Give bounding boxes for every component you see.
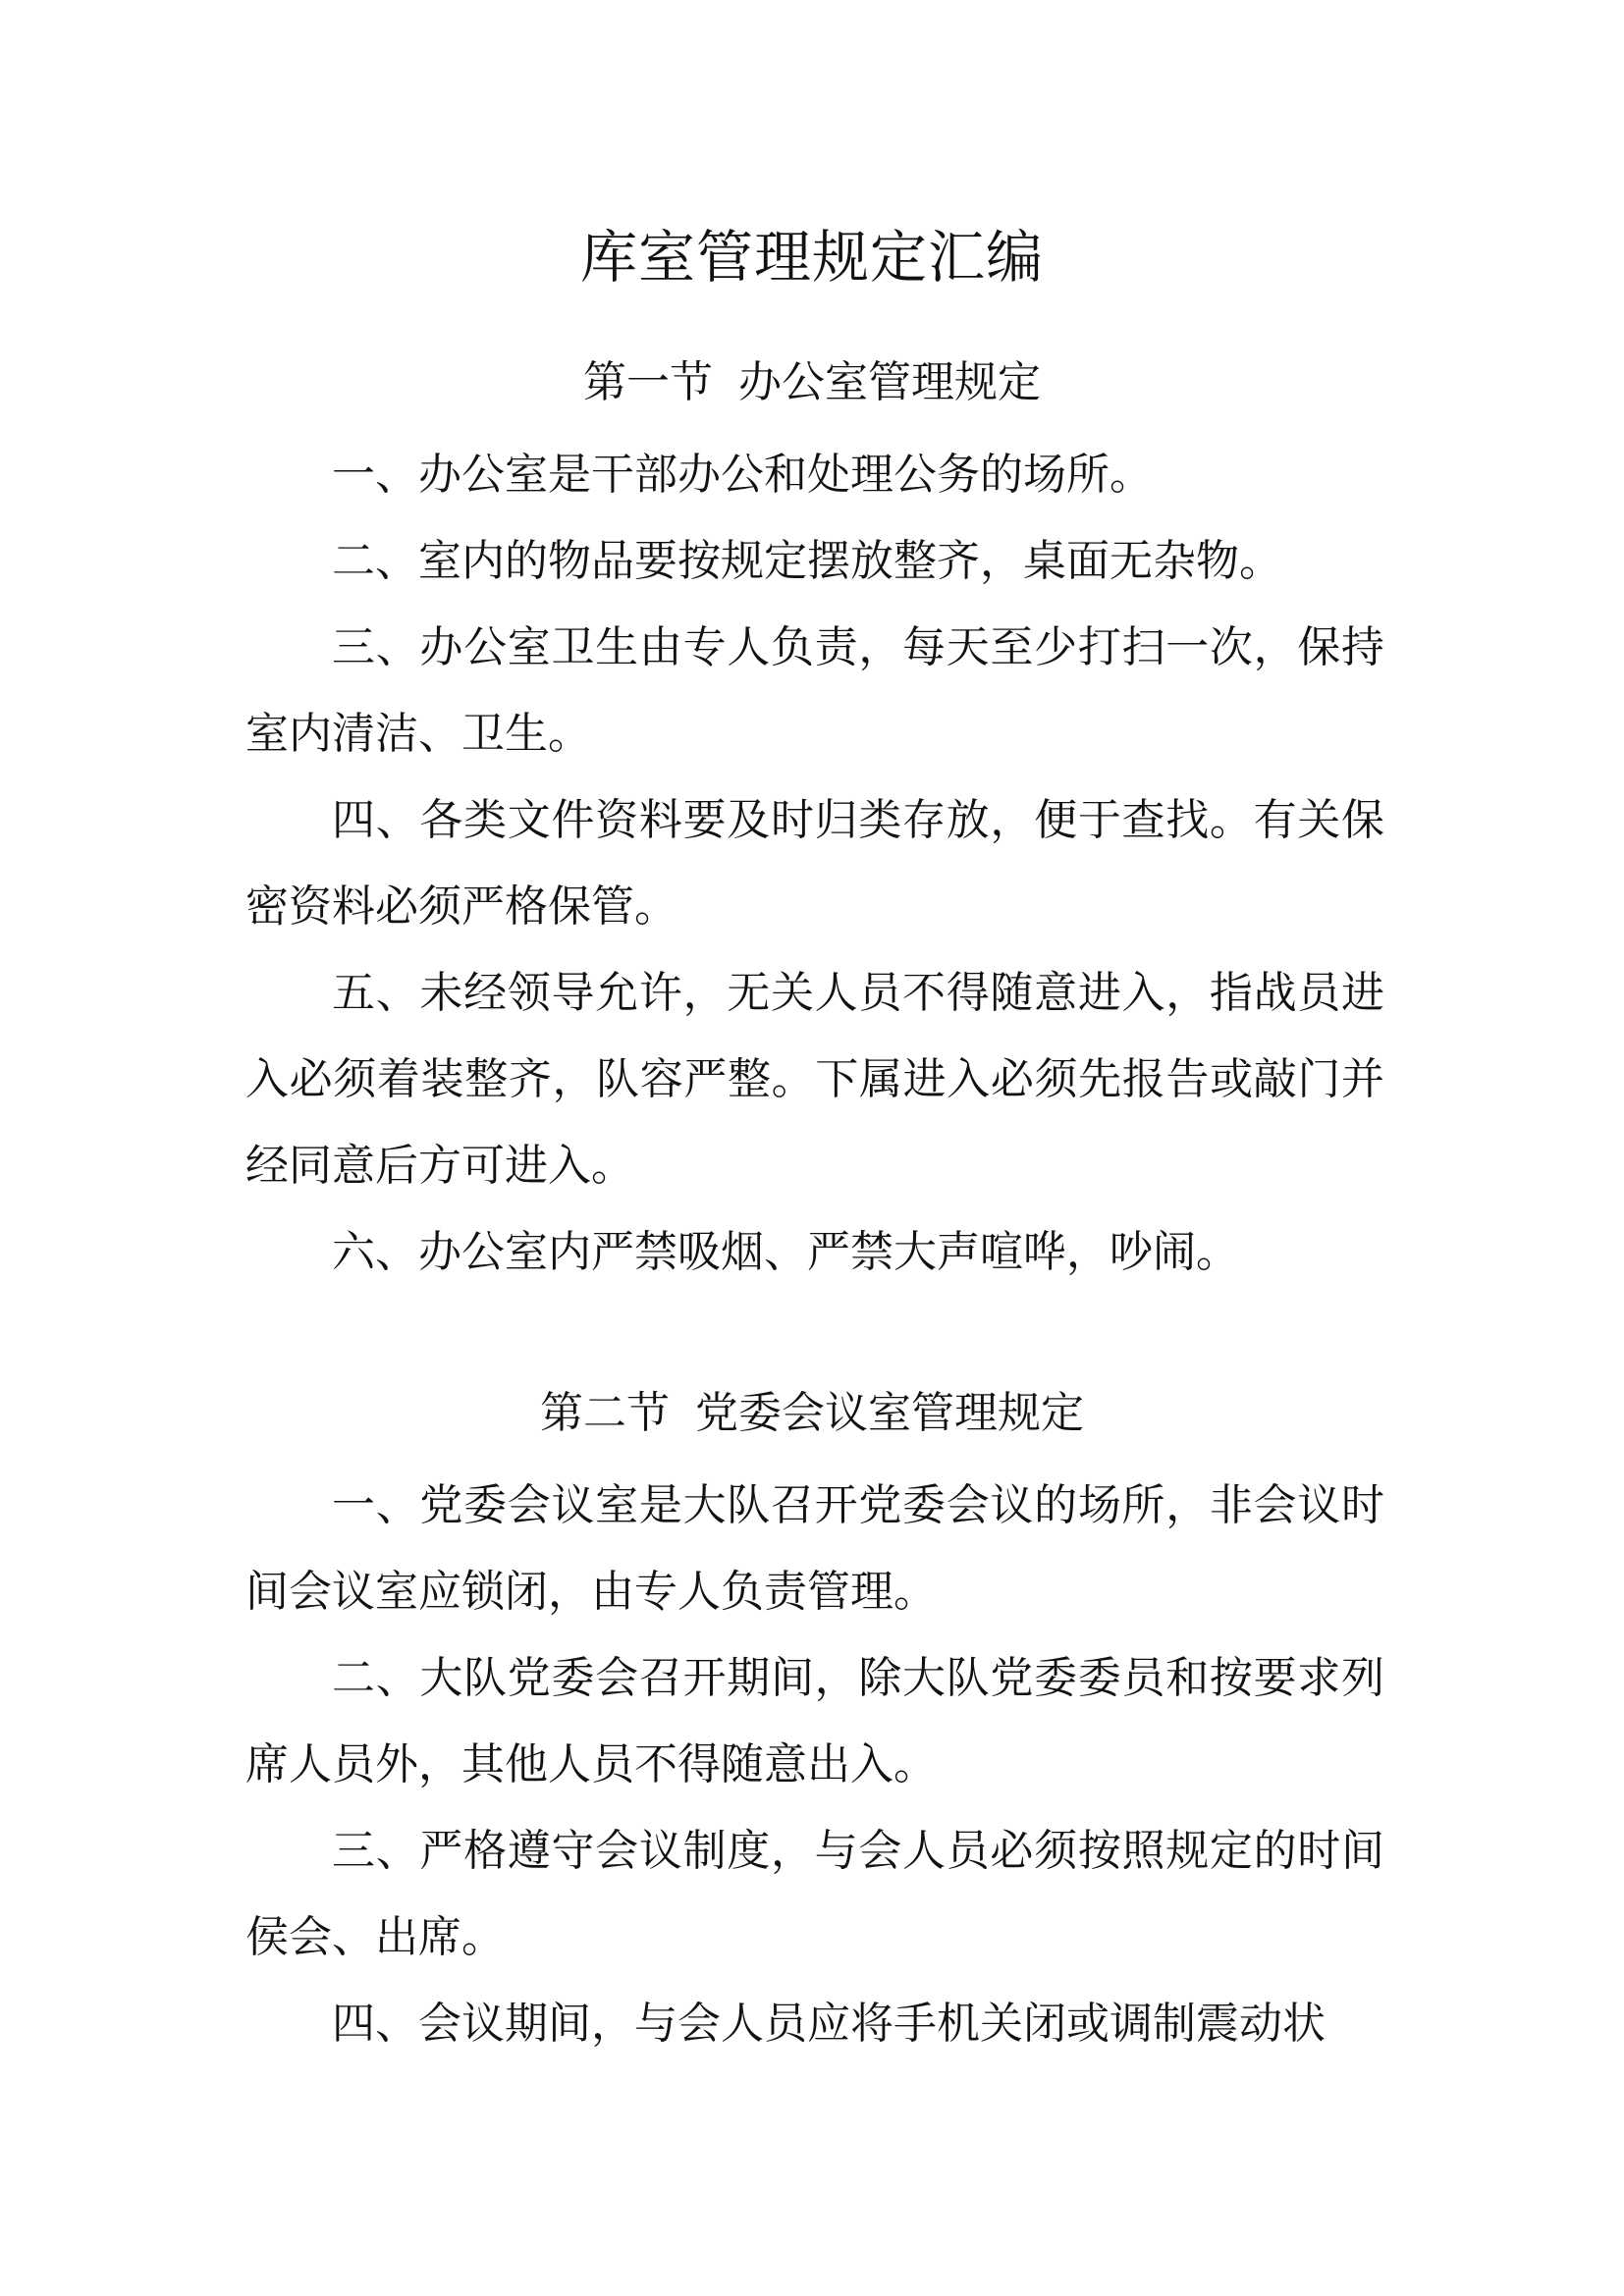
section-2-paragraph-1: 一、党委会议室是大队召开党委会议的场所，非会议时间会议室应锁闭，由专人负责管理。 bbox=[245, 1480, 1384, 1617]
document-title: 库室管理规定汇编 bbox=[579, 224, 1044, 291]
section-2-heading: 党委会议室管理规定 bbox=[695, 1388, 1084, 1438]
section-1-paragraph-5: 五、未经领导允许，无关人员不得随意进入，指战员进入必须着装整齐，队容严整。下属进入必须先报告或敲门并经同意后方可进入。 bbox=[245, 968, 1384, 1191]
section-2-paragraph-4: 四、会议期间，与会人员应将手机关闭或调制震动状 bbox=[332, 1999, 1326, 2049]
section-2-number: 第二节 bbox=[540, 1388, 670, 1438]
section-1-heading: 办公室管理规定 bbox=[738, 357, 1041, 407]
section-1-title bbox=[0, 353, 1624, 412]
section-1-paragraph-6: 六、办公室内严禁吸烟、严禁大声喧哗，吵闹。 bbox=[332, 1227, 1239, 1277]
section-1-paragraph-4: 四、各类文件资料要及时归类存放，便于查找。有关保密资料必须严格保管。 bbox=[245, 795, 1384, 932]
section-1-paragraph-3: 三、办公室卫生由专人负责，每天至少打扫一次，保持室内清洁、卫生。 bbox=[245, 622, 1384, 759]
section-1-paragraph-1: 一、办公室是干部办公和处理公务的场所。 bbox=[332, 450, 1153, 500]
section-1-number: 第一节 bbox=[583, 357, 713, 407]
section-2-paragraph-2: 二、大队党委会召开期间，除大队党委委员和按要求列席人员外，其他人员不得随意出入。 bbox=[245, 1653, 1384, 1789]
section-2-title bbox=[0, 1384, 1624, 1443]
section-2-paragraph-3: 三、严格遵守会议制度，与会人员必须按照规定的时间侯会、出席。 bbox=[245, 1826, 1384, 1962]
section-1-paragraph-2: 二、室内的物品要按规定摆放整齐，桌面无杂物。 bbox=[332, 536, 1282, 586]
